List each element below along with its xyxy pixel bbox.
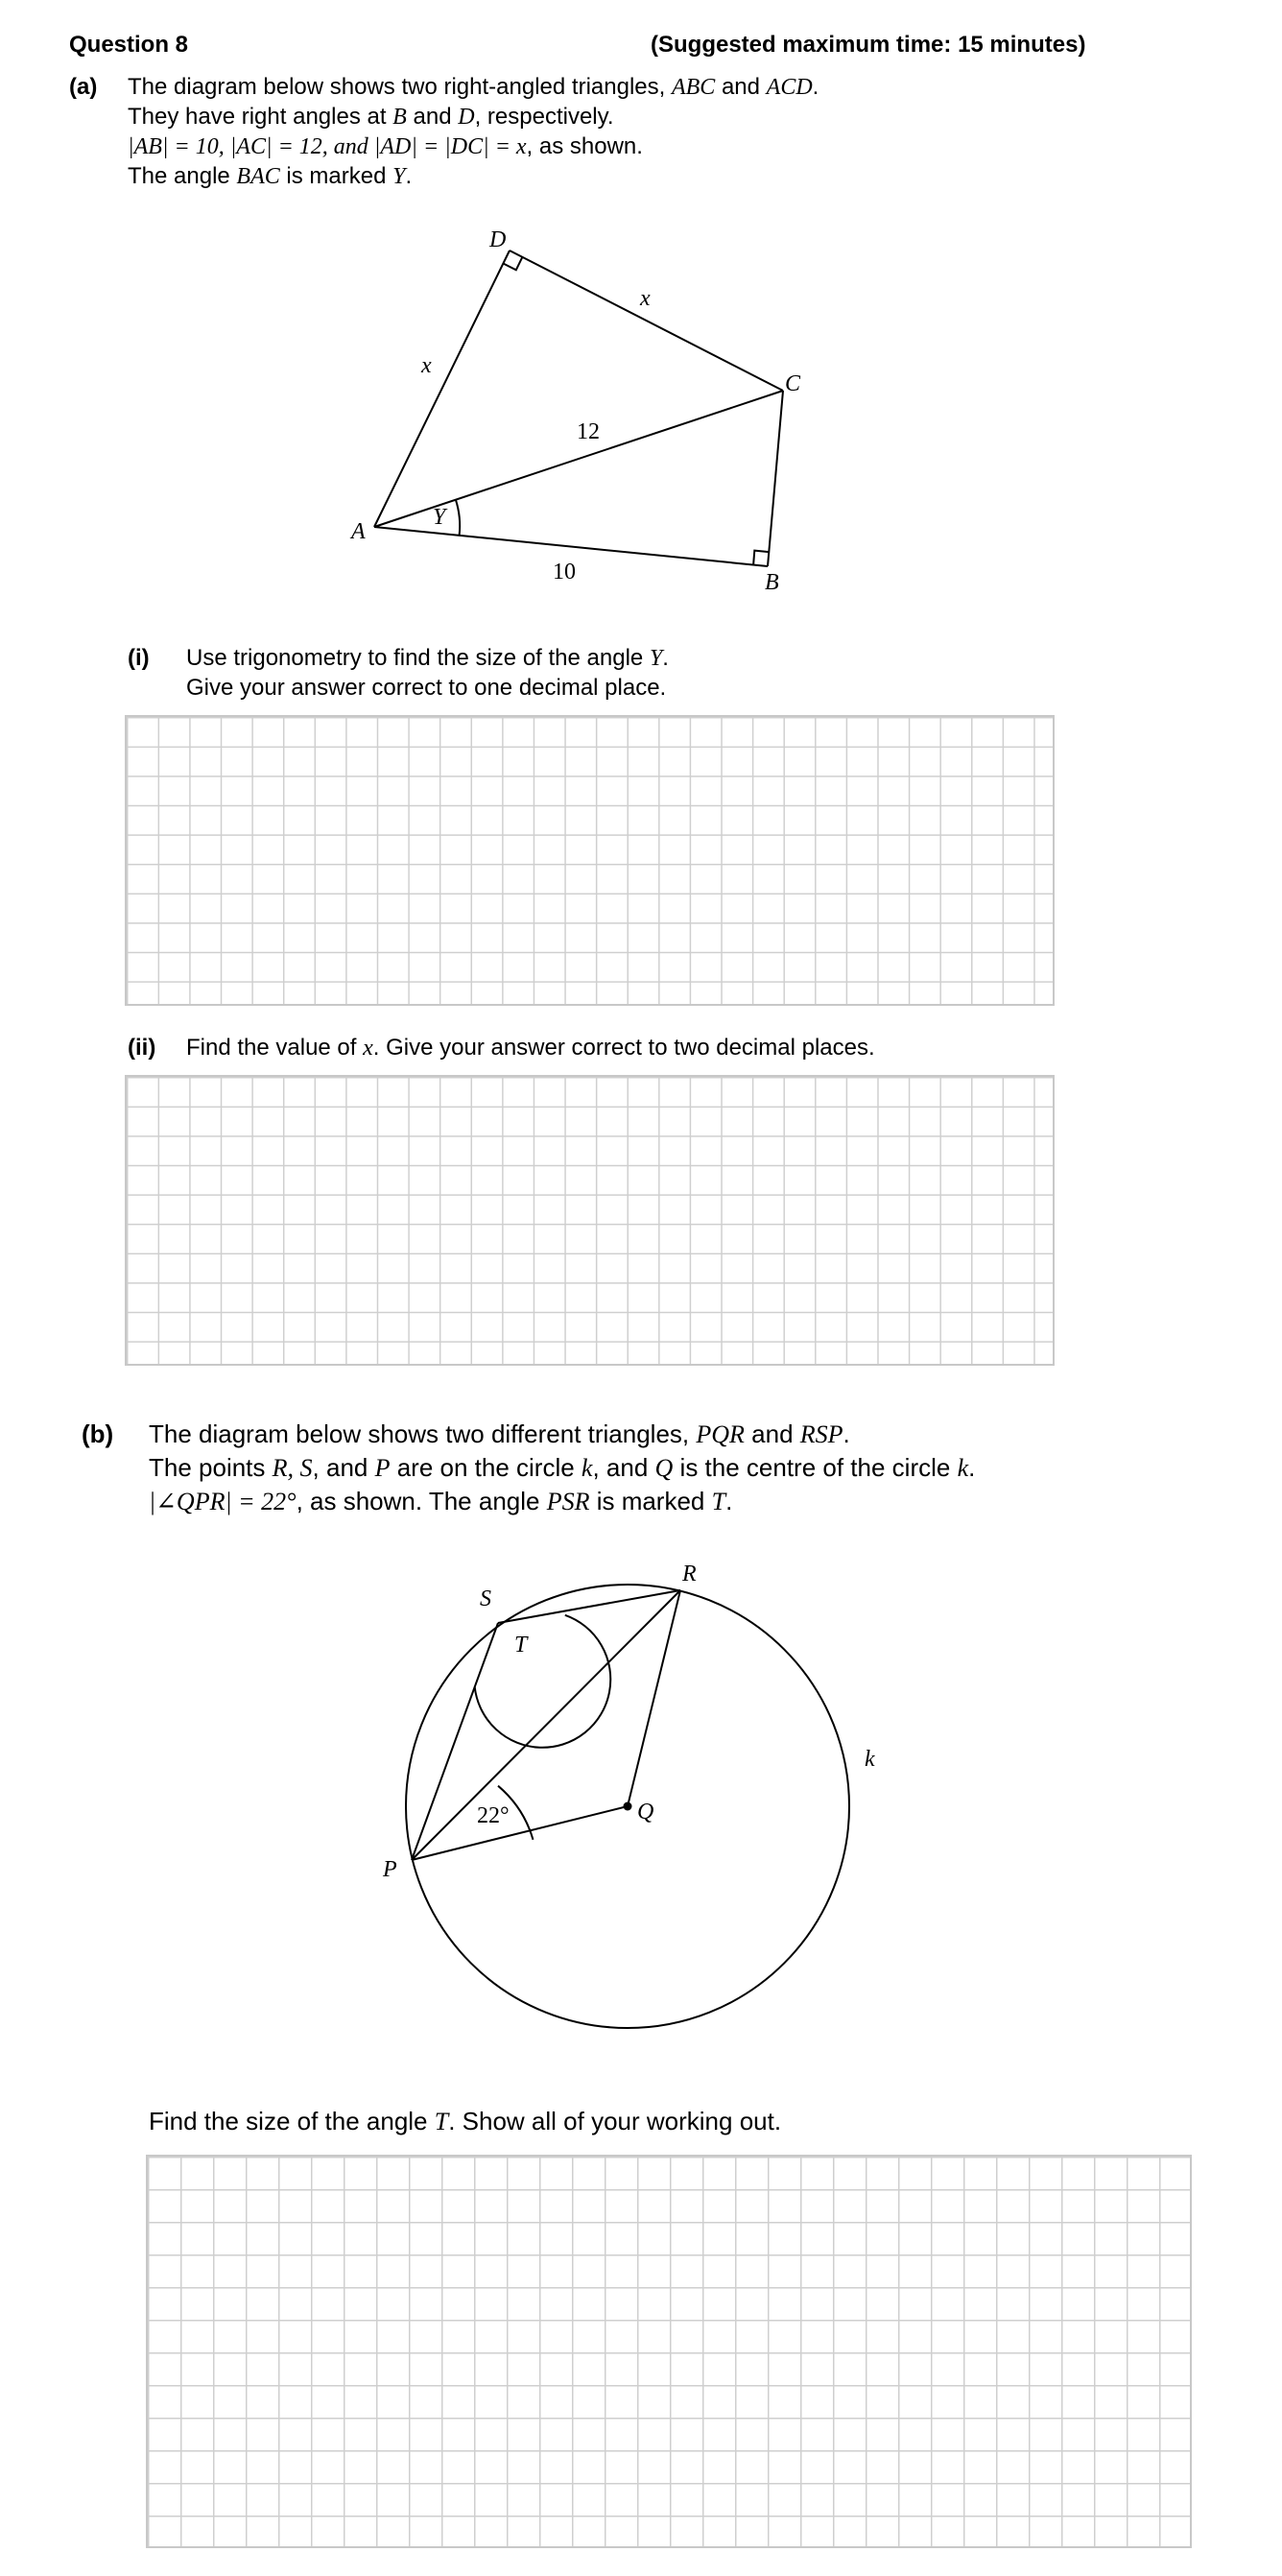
answer-grid-a-ii[interactable] xyxy=(125,1075,1055,1366)
length-dc: x xyxy=(640,286,651,311)
angle-22-label: 22° xyxy=(477,1803,510,1828)
segment-ad xyxy=(374,250,510,527)
part-a-i-label: (i) xyxy=(128,645,150,671)
part-b-label: (b) xyxy=(82,1419,114,1448)
suggested-time: (Suggested maximum time: 15 minutes) xyxy=(651,32,1086,58)
label-p: P xyxy=(383,1857,397,1882)
label-q: Q xyxy=(637,1800,654,1825)
part-a-i-line-1: Use trigonometry to find the size of the angle Y. xyxy=(186,645,669,671)
length-ac: 12 xyxy=(577,419,600,444)
part-a-line-4: The angle BAC is marked Y. xyxy=(128,163,413,189)
label-r: R xyxy=(682,1562,697,1586)
segment-qr xyxy=(628,1590,680,1806)
part-b-question: Find the size of the angle T. Show all of your working out. xyxy=(149,2107,782,2135)
segment-dc xyxy=(510,250,783,391)
answer-grid-b[interactable] xyxy=(146,2155,1192,2548)
right-angle-mark-b xyxy=(753,551,769,565)
part-a-ii-label: (ii) xyxy=(128,1035,156,1061)
label-s: S xyxy=(480,1586,491,1611)
label-k: k xyxy=(865,1747,875,1772)
length-ad: x xyxy=(421,353,432,378)
angle-t-label: T xyxy=(514,1633,528,1658)
part-a-line-1: The diagram below shows two right-angled triangles, ABC and ACD. xyxy=(128,74,819,100)
length-ab: 10 xyxy=(553,560,576,584)
angle-arc-y xyxy=(456,500,460,536)
diagram-triangles-abc-acd xyxy=(0,0,1282,653)
segment-cb xyxy=(768,391,783,566)
label-d: D xyxy=(489,227,507,252)
label-a: A xyxy=(351,519,366,544)
diagram-circle-pqr-rsp xyxy=(0,1536,1282,2054)
centre-point-q xyxy=(624,1802,632,1811)
answer-grid-a-i[interactable] xyxy=(125,715,1055,1006)
part-a-ii-text: Find the value of x. Give your answer correct to two decimal places. xyxy=(186,1035,875,1061)
angle-y-label: Y xyxy=(433,505,446,530)
part-b-line-2: The points R, S, and P are on the circle k, and Q is the centre of the circle k. xyxy=(149,1453,976,1482)
question-number: Question 8 xyxy=(69,32,189,58)
part-a-i-line-2: Give your answer correct to one decimal place. xyxy=(186,675,667,701)
part-b-line-3: |∠QPR| = 22°, as shown. The angle PSR is marked T. xyxy=(149,1487,733,1515)
part-b-line-1: The diagram below shows two different triangles, PQR and RSP. xyxy=(149,1419,850,1448)
segment-pq xyxy=(412,1806,628,1860)
part-a-label: (a) xyxy=(69,74,98,100)
label-b: B xyxy=(765,570,779,595)
part-a-line-3: |AB| = 10, |AC| = 12, and |AD| = |DC| = x, as shown. xyxy=(128,133,643,159)
label-c: C xyxy=(785,371,801,396)
part-a-line-2: They have right angles at B and D, respectively. xyxy=(128,104,614,130)
